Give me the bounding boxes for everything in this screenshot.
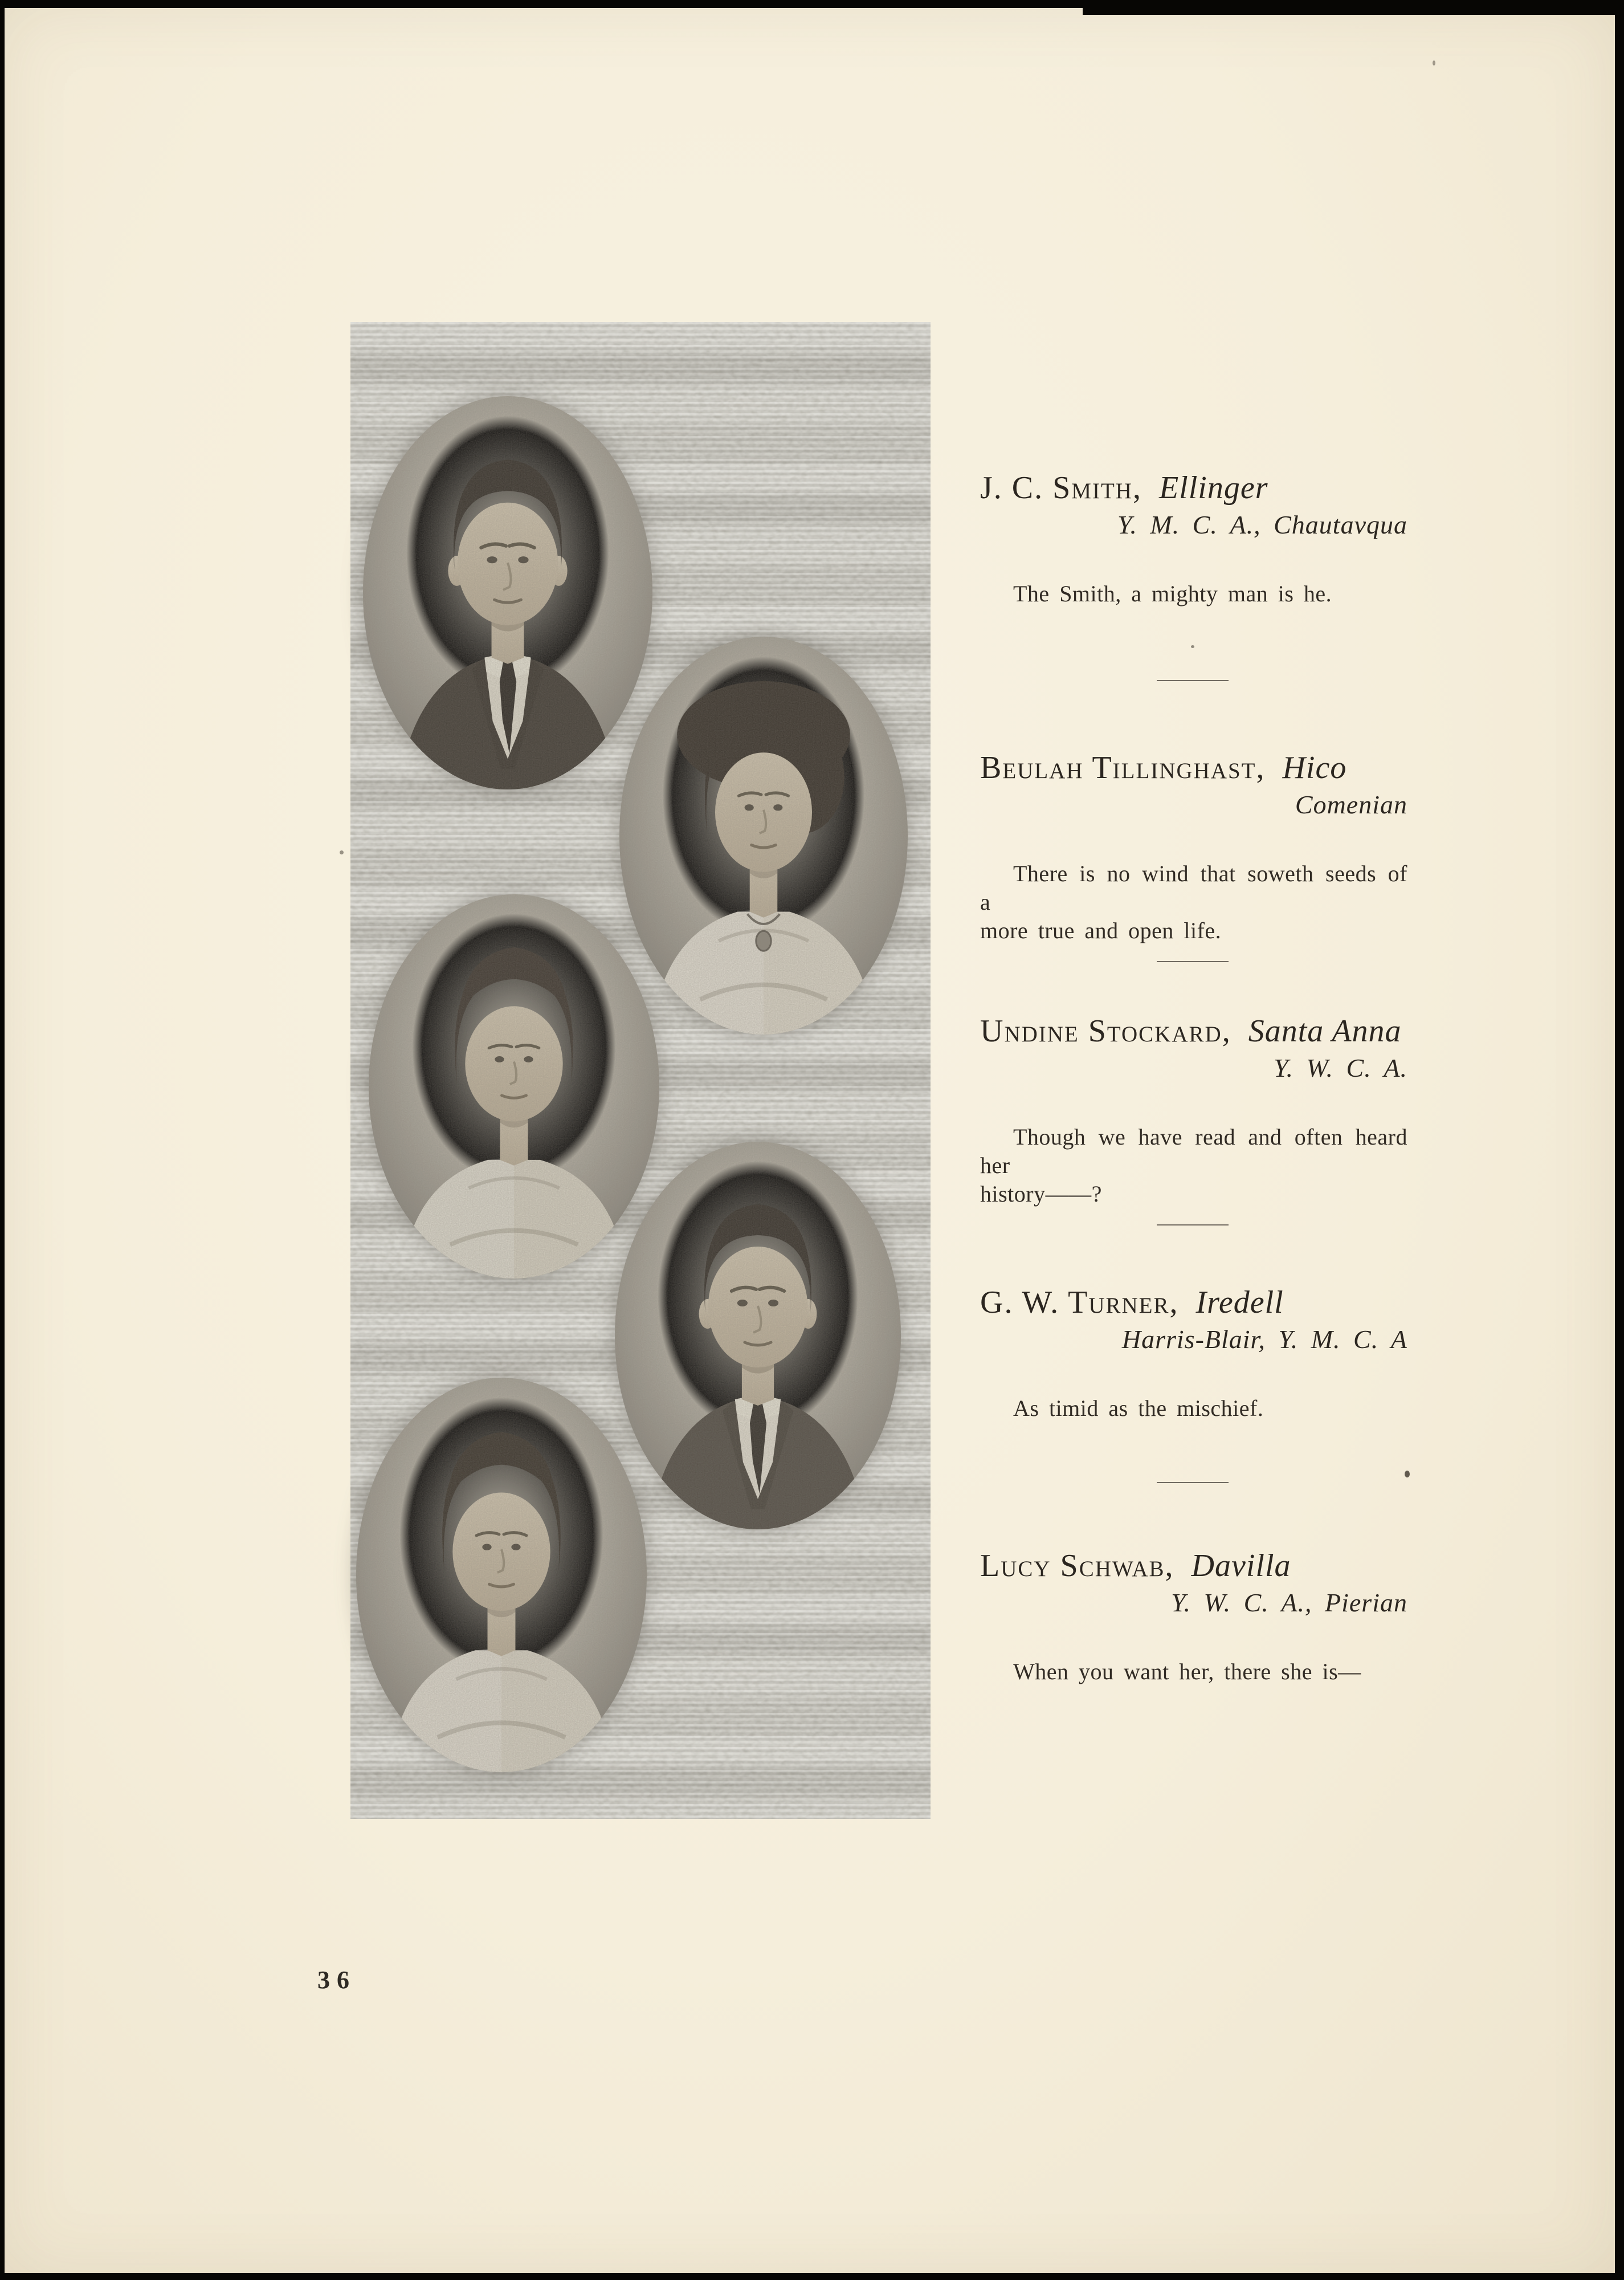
student-quote xyxy=(980,1394,1407,1423)
student-hometown: Davilla xyxy=(1191,1548,1291,1583)
student-name-line xyxy=(980,750,1407,785)
portrait-photo-beulah-tillinghast xyxy=(619,637,908,1035)
yearbook-entry-smith xyxy=(940,470,1442,608)
quote-line: When you want her, there she is— xyxy=(1013,1659,1361,1684)
section-divider xyxy=(1157,1482,1229,1483)
student-hometown: Ellinger xyxy=(1158,470,1268,506)
portrait-photo-g-w-turner xyxy=(615,1142,901,1529)
student-name-line xyxy=(980,1548,1407,1583)
student-activities: Y. W. C. A. xyxy=(1274,1053,1407,1082)
student-hometown: Iredell xyxy=(1195,1285,1284,1320)
dust-speck xyxy=(1191,645,1194,648)
scan-border-artifact xyxy=(1083,0,1624,15)
quote-line: Though we have read and often heard her xyxy=(980,1124,1407,1178)
student-quote xyxy=(980,580,1407,608)
quote-line: There is no wind that soweth seeds of a xyxy=(980,861,1407,915)
page-number: 36 xyxy=(317,1966,356,1994)
student-activities: Y. W. C. A., Pierian xyxy=(1171,1588,1407,1617)
student-quote xyxy=(980,1658,1407,1686)
student-activities: Harris-Blair, Y. M. C. A xyxy=(1121,1325,1407,1354)
section-divider xyxy=(1157,1224,1229,1226)
student-name-line xyxy=(980,470,1407,506)
student-hometown: Hico xyxy=(1282,750,1347,785)
student-name: G. W. Turner, xyxy=(980,1285,1179,1320)
photo-collage xyxy=(350,322,931,1819)
student-name-line xyxy=(980,1013,1407,1049)
quote-line: history——? xyxy=(980,1181,1102,1207)
student-name-line xyxy=(980,1285,1407,1320)
student-quote xyxy=(980,860,1407,945)
student-name: J. C. Smith, xyxy=(980,470,1142,506)
yearbook-page xyxy=(5,8,1615,2273)
section-divider xyxy=(1157,961,1229,962)
student-name: Lucy Schwab, xyxy=(980,1548,1174,1583)
section-divider xyxy=(1157,680,1229,681)
student-quote xyxy=(980,1123,1407,1208)
yearbook-entry-turner xyxy=(940,1285,1442,1423)
student-hometown: Santa Anna xyxy=(1248,1013,1402,1049)
dust-speck xyxy=(340,850,344,854)
student-activities: Y. M. C. A., Chautavqua xyxy=(1117,510,1407,539)
portrait-photo-j-c-smith xyxy=(363,396,652,789)
quote-line: more true and open life. xyxy=(980,918,1222,943)
portrait-photo-undine-stockard xyxy=(369,894,659,1279)
dust-speck xyxy=(1405,1471,1410,1477)
dust-speck xyxy=(1433,60,1435,66)
student-name: Undine Stockard, xyxy=(980,1013,1231,1049)
portrait-photo-lucy-schwab xyxy=(356,1378,647,1772)
quote-line: As timid as the mischief. xyxy=(1013,1395,1264,1421)
student-name: Beulah Tillinghast, xyxy=(980,750,1266,785)
yearbook-entry-schwab xyxy=(940,1548,1442,1686)
quote-line: The Smith, a mighty man is he. xyxy=(1013,581,1332,606)
yearbook-entry-stockard xyxy=(940,1013,1442,1208)
yearbook-entry-tillinghast xyxy=(940,750,1442,945)
student-activities: Comenian xyxy=(1295,790,1407,819)
